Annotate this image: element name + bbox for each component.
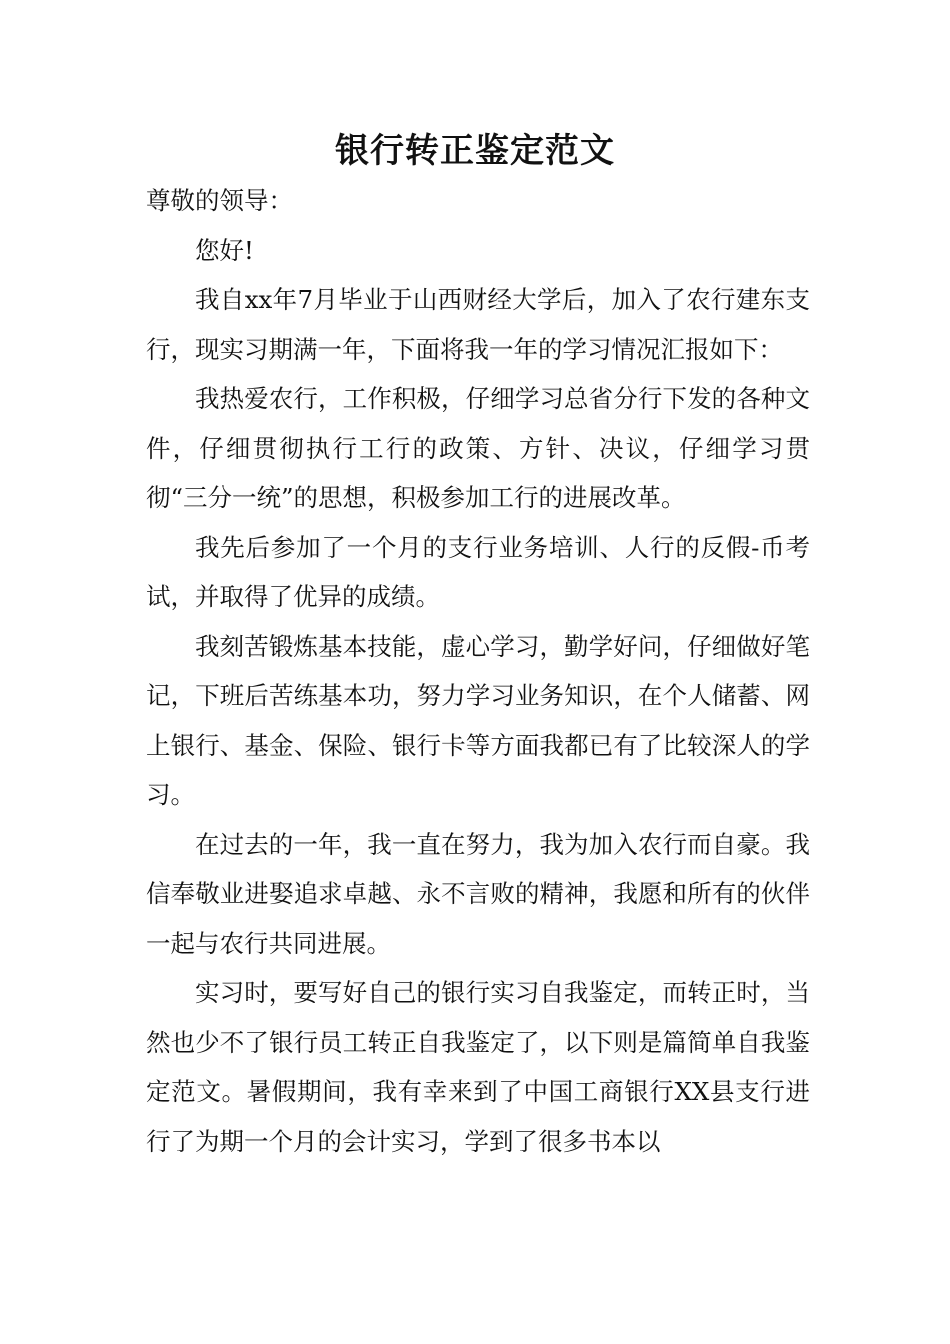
paragraph-sample: 实习时，要写好自己的银行实习自我鉴定，而转正时，当然也少不了银行员工转正自我鉴定了，以下则是篇简单自我鉴定范文。暑假期间，我有幸来到了中国工商银行XX县支行进行了为期一个月的会计实习，学到了很多书本以	[146, 978, 810, 1156]
document-title: 银行转正鉴定范文	[335, 131, 615, 171]
paragraph-greeting: 您好!	[195, 235, 254, 265]
paragraph-intro: 我自xx年7月毕业于山西财经大学后，加入了农行建东支行，现实习期满一年，下面将我一年的学习情况汇报如下：	[146, 285, 810, 364]
document-body	[146, 176, 810, 1166]
paragraph-summary: 在过去的一年，我一直在努力，我为加入农行而自豪。我信奉敬业进娶追求卓越、永不言败的精神，我愿和所有的伙伴一起与农行共同进展。	[146, 829, 810, 958]
salutation: 尊敬的领导：	[146, 186, 293, 215]
paragraph-work-attitude: 我热爱农行，工作积极，仔细学习总省分行下发的各种文件，仔细贯彻执行工行的政策、方针、决议，仔细学习贯彻“三分一统”的思想，积极参加工行的进展改革。	[146, 384, 810, 512]
paragraph-training: 我先后参加了一个月的支行业务培训、人行的反假-币考试，并取得了优异的成绩。	[146, 532, 810, 611]
paragraph-skills: 我刻苦锻炼基本技能，虚心学习，勤学好问，仔细做好笔记，下班后苦练基本功，努力学习业务知识，在个人储蓄、网上银行、基金、保险、银行卡等方面我都已有了比较深人的学习。	[146, 631, 810, 809]
